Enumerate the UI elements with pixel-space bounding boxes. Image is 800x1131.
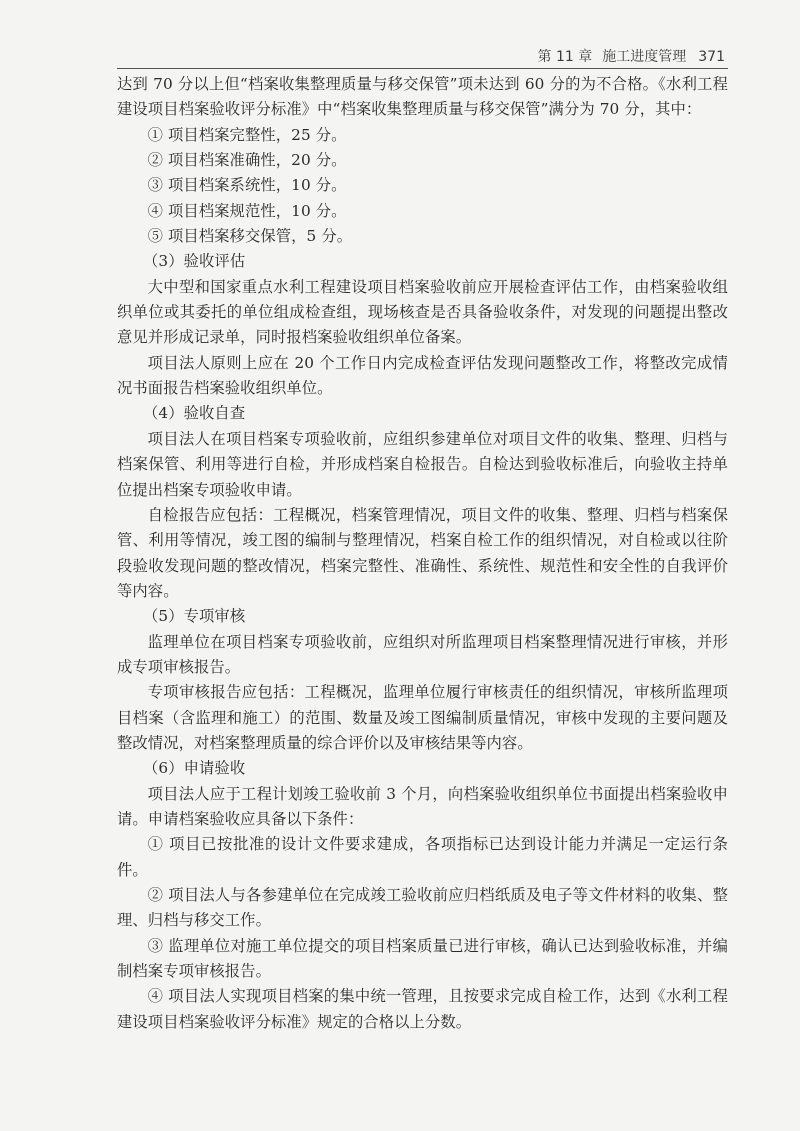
paragraph-self-check: 项目法人在项目档案专项验收前，应组织参建单位对项目文件的收集、整理、归档与档案保管、利用等进行自检，并形成档案自检报告。自检达到验收标准后，向验收主持单位提出档案专项验收申请。	[117, 429, 728, 499]
paragraph-rectification: 项目法人原则上应在 20 个工作日内完成检查评估发现问题整改工作，将整改完成情况书面报告档案验收组织单位。	[117, 353, 728, 398]
page-number: 371	[698, 49, 725, 65]
paragraph-continued: 达到 70 分以上但“档案收集整理质量与移交保管”项未达到 60 分的为不合格。《水利工程建设项目档案验收评分标准》中“档案收集整理质量与移交保管”满分为 70 分，其中：	[117, 75, 728, 119]
section-heading-apply-acceptance: （6）申请验收	[143, 759, 246, 778]
page-body	[117, 72, 728, 1035]
section-heading-self-check: （4）验收自查	[143, 404, 246, 423]
condition-item-centralized: ④ 项目法人实现项目档案的集中统一管理，且按要求完成自检工作，达到《水利工程建设项目档案验收评分标准》规定的合格以上分数。	[117, 987, 728, 1031]
paragraph-inspection: 大中型和国家重点水利工程建设项目档案验收前应开展检查评估工作，由档案验收组织单位或其委托的单位组成检查组，现场核查是否具备验收条件，对发现的问题提出整改意见并形成记录单，同时报档案验收组织单位备案。	[117, 277, 728, 347]
chapter-title: 施工进度管理	[602, 49, 687, 65]
condition-item-supervision: ③ 监理单位对施工单位提交的项目档案质量已进行审核，确认已达到验收标准，并编制档案专项审核报告。	[117, 936, 728, 981]
section-heading-special-review: （5）专项审核	[143, 607, 246, 626]
list-item-accuracy: ② 项目档案准确性，20 分。	[147, 151, 347, 170]
condition-item-design: ① 项目已按批准的设计文件要求建成，各项指标已达到设计能力并满足一定运行条件。	[117, 835, 728, 879]
header-rule	[117, 68, 728, 69]
chapter-number: 第 11 章	[537, 49, 593, 65]
paragraph-supervision-review: 监理单位在项目档案专项验收前，应组织对所监理项目档案整理情况进行审核，并形成专项审核报告。	[117, 632, 728, 676]
list-item-completeness: ① 项目档案完整性，25 分。	[147, 125, 347, 144]
list-item-transfer: ⑤ 项目档案移交保管，5 分。	[147, 227, 353, 246]
running-header	[0, 0, 800, 80]
paragraph-self-check-report: 自检报告应包括：工程概况，档案管理情况，项目文件的收集、整理、归档与档案保管、利用等情况，竣工图的编制与整理情况，档案自检工作的组织情况，对自检或以往阶段验收发现问题的整改情况，档案完整性、准确性、系统性、规范性和安全性的自我评价等内容。	[117, 505, 728, 600]
list-item-standard: ④ 项目档案规范性，10 分。	[147, 201, 347, 220]
section-heading-acceptance-assessment: （3）验收评估	[143, 252, 246, 271]
paragraph-review-report: 专项审核报告应包括：工程概况，监理单位履行审核责任的组织情况，审核所监理项目档案（含监理和施工）的范围、数量及竣工图编制质量情况，审核中发现的主要问题及整改情况，对档案整理质量的综合评价以及审核结果等内容。	[117, 683, 728, 752]
condition-item-archiving: ② 项目法人与各参建单位在完成竣工验收前应归档纸质及电子等文件材料的收集、整理、归档与移交工作。	[117, 886, 728, 930]
header-text	[538, 46, 725, 66]
paragraph-application: 项目法人应于工程计划竣工验收前 3 个月，向档案验收组织单位书面提出档案验收申请。申请档案验收应具备以下条件：	[117, 784, 728, 828]
list-item-systematic: ③ 项目档案系统性，10 分。	[147, 176, 347, 195]
